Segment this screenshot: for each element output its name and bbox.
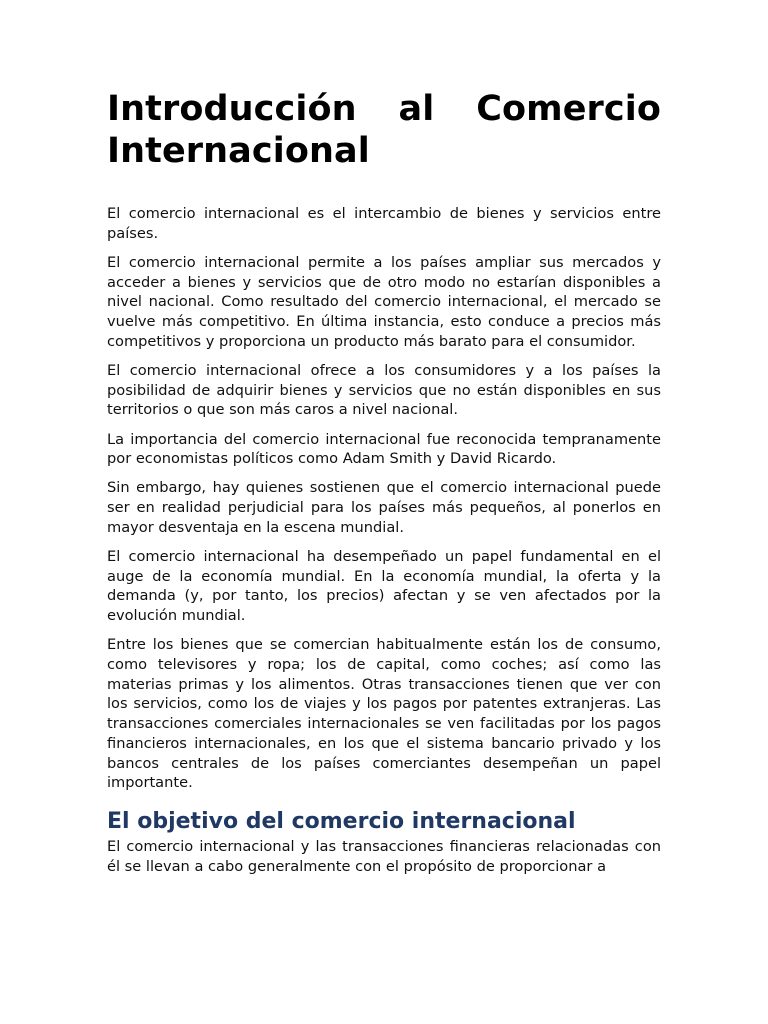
paragraph-definition: El comercio internacional es el intercambio de bienes y servicios entre países. [107, 205, 661, 242]
paragraph-economists: La importancia del comercio internacional fue reconocida tempranamente por economistas políticos como Adam Smith y David Ricardo. [107, 430, 661, 468]
paragraph-criticism: Sin embargo, hay quienes sostienen que el comercio internacional puede ser en realidad perjudicial para los países más pequeños, al ponerlos en mayor desventaja en la escena mundial. [107, 479, 661, 536]
document-title-line2: Internacional [107, 131, 370, 171]
paragraph-world-economy: El comercio internacional ha desempeñado un papel fundamental en el auge de la economía mundial. En la economía mundial, la oferta y la demanda (y, por tanto, los precios) afectan y se ven afectados por la evolución mundial. [107, 548, 661, 625]
section-heading-objective: El objetivo del comercio internacional [107, 808, 576, 834]
paragraph-market-expansion: El comercio internacional permite a los países ampliar sus mercados y acceder a bienes y servicios que de otro modo no estarían disponibles a nivel nacional. Como resultado del comercio internacional, el mercado se vuelve más competitivo. En última instancia, esto conduce a precios más competitivos y proporciona un producto más barato para el consumidor. [107, 253, 661, 350]
paragraph-consumer-access: El comercio internacional ofrece a los consumidores y a los países la posibilidad de adquirir bienes y servicios que no están disponibles en sus territorios o que son más caros a nivel nacional. [107, 361, 661, 419]
document-page [107, 88, 661, 886]
paragraph-objective: El comercio internacional y las transacciones financieras relacionadas con él se llevan a cabo generalmente con el propósito de proporcionar a [107, 837, 661, 875]
document-title-line1: Introducción al Comercio [107, 89, 661, 129]
paragraph-traded-goods: Entre los bienes que se comercian habitualmente están los de consumo, como televisores y ropa; los de capital, como coches; así como las materias primas y los alimentos. Otras transacciones tienen que ver con los servicios, como los de viajes y los pagos por patentes extranjeras. Las transacciones comerciales internacionales se ven facilitadas por los pagos financieros internacionales, en los que el sistema bancario privado y los bancos centrales de los países comerciantes desempeñan un papel importante. [107, 636, 661, 792]
document-title [107, 88, 661, 172]
